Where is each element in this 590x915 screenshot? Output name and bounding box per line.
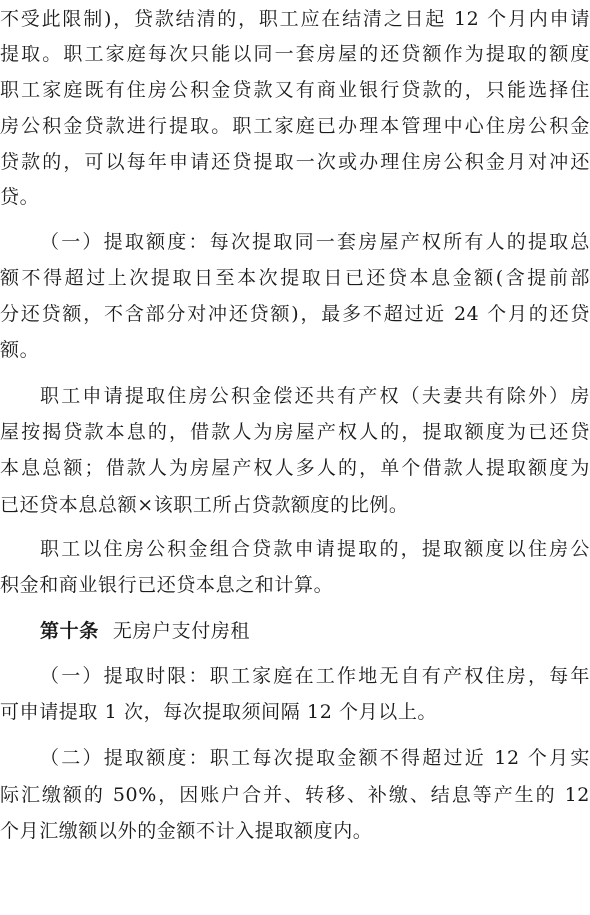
text-line-14: 已还贷本息总额×该职工所占贷款额度的比例。 <box>0 494 409 516</box>
text-line-9: 分还贷额，不含部分对冲还贷额)，最多不超过近 24 个月的还贷 <box>0 303 590 325</box>
text-line-23: 个月汇缴额以外的金额不计入提取额度内。 <box>0 820 373 842</box>
text-line-7: （一）提取额度：每次提取同一套房屋产权所有人的提取总 <box>40 231 590 253</box>
text-line-15: 职工以住房公积金组合贷款申请提取的，提取额度以住房公 <box>40 538 590 560</box>
text-line-2: 提取。职工家庭每次只能以同一套房屋的还贷额作为提取的额度 <box>0 43 590 65</box>
text-line-12: 屋按揭贷款本息的，借款人为房屋产权人的，提取额度为已还贷 <box>0 421 590 443</box>
article-title: 无房户支付房租 <box>112 620 251 642</box>
article-heading <box>40 616 590 646</box>
text-line-21: （二）提取额度：职工每次提取金额不得超过近 12 个月实 <box>40 747 590 769</box>
text-line-5: 贷款的，可以每年申请还贷提取一次或办理住房公积金月对冲还 <box>0 151 590 173</box>
text-line-13: 本息总额；借款人为房屋产权人多人的，单个借款人提取额度为 <box>0 457 590 479</box>
text-line-4: 房公积金贷款进行提取。职工家庭已办理本管理中心住房公积金 <box>0 115 590 137</box>
text-line-16: 积金和商业银行已还贷本息之和计算。 <box>0 574 334 596</box>
text-line-1: 不受此限制)，贷款结清的，职工应在结清之日起 12 个月内申请 <box>0 8 590 30</box>
article-number: 第十条 <box>40 620 99 642</box>
text-line-11: 职工申请提取住房公积金偿还共有产权（夫妻共有除外）房 <box>40 385 590 407</box>
text-line-10: 额。 <box>0 339 40 361</box>
text-line-19: （一）提取时限：职工家庭在工作地无自有产权住房，每年 <box>40 665 590 687</box>
text-line-6: 贷。 <box>0 186 40 208</box>
text-line-20: 可申请提取 1 次，每次提取须间隔 12 个月以上。 <box>0 701 438 723</box>
text-line-3: 职工家庭既有住房公积金贷款又有商业银行贷款的，只能选择住 <box>0 79 590 101</box>
text-line-22: 际汇缴额的 50%，因账户合并、转移、补缴、结息等产生的 12 <box>0 784 590 806</box>
text-line-8: 额不得超过上次提取日至本次提取日已还贷本息金额(含提前部 <box>0 267 590 289</box>
